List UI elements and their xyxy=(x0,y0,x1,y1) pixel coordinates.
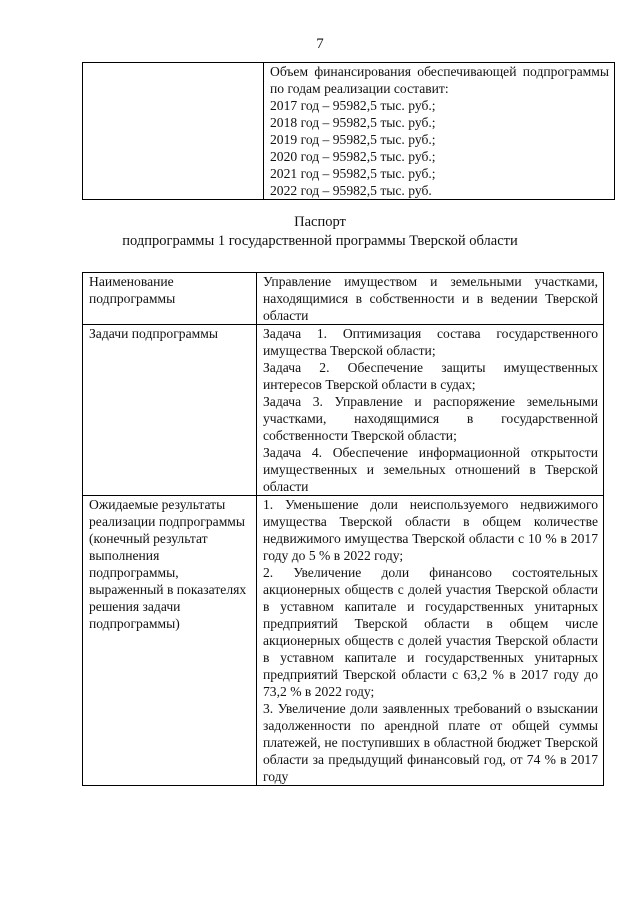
page-number: 7 xyxy=(316,36,324,52)
task-1: Задача 1. Оптимизация состава государственного имущества Тверской области; xyxy=(263,326,598,358)
passport-row-results xyxy=(83,496,604,786)
passport-table xyxy=(82,272,604,786)
passport-subprogram-name: Управление имуществом и земельными участками, находящимися в собственности и в ведении Тверской области xyxy=(263,274,598,323)
funding-empty-cell xyxy=(83,63,264,200)
passport-heading xyxy=(0,213,640,251)
passport-label-cell xyxy=(83,496,257,786)
task-2: Задача 2. Обеспечение защиты имущественных интересов Тверской области в судах; xyxy=(263,360,598,392)
passport-label-cell xyxy=(83,325,257,496)
passport-title: Паспорт xyxy=(294,214,346,230)
funding-year-2022: 2022 год – 95982,5 тыс. руб. xyxy=(270,183,432,198)
passport-row-tasks xyxy=(83,325,604,496)
funding-cell xyxy=(264,63,615,200)
funding-year-2021: 2021 год – 95982,5 тыс. руб.; xyxy=(270,166,436,181)
result-3: 3. Увеличение доли заявленных требований о взыскании задолженности по арендной плате от общей суммы платежей, не поступивших в областной бюджет Тверской области за предыдущий финансовый год, от 74 % в 2017 году xyxy=(263,701,598,784)
task-4: Задача 4. Обеспечение информационной открытости имущественных и земельных отношений в Тверской области xyxy=(263,445,598,494)
passport-label-cell xyxy=(83,273,257,325)
funding-table xyxy=(82,62,615,200)
passport-label-tasks: Задачи подпрограммы xyxy=(89,326,218,341)
passport-value-cell xyxy=(257,496,604,786)
passport-value-cell xyxy=(257,273,604,325)
funding-year-2019: 2019 год – 95982,5 тыс. руб.; xyxy=(270,132,436,147)
passport-label-results: Ожидаемые результаты реализации подпрограммы (конечный результат выполнения подпрограммы, выраженный в показателях решения задачи подпрограммы) xyxy=(89,497,247,631)
task-3: Задача 3. Управление и распоряжение земельными участками, находящимися в государственной собственности Тверской области; xyxy=(263,394,598,443)
funding-year-2018: 2018 год – 95982,5 тыс. руб.; xyxy=(270,115,436,130)
funding-intro: Объем финансирования обеспечивающей подпрограммы по годам реализации составит: xyxy=(270,64,609,96)
result-2: 2. Увеличение доли финансово состоятельных акционерных обществ с долей участия Тверской области в уставном капитале и государственных унитарных предприятий Тверской области в общем числе акционерных обществ с долей участия Тверской области в уставном капитале и государственных унитарных предприятий Тверской области с 63,2 % в 2017 году до 73,2 % в 2022 году; xyxy=(263,565,598,699)
passport-label-name: Наименование подпрограммы xyxy=(89,274,176,306)
passport-subtitle: подпрограммы 1 государственной программы Тверской области xyxy=(122,233,518,249)
funding-row xyxy=(83,63,615,200)
passport-row-name xyxy=(83,273,604,325)
passport-value-cell xyxy=(257,325,604,496)
funding-year-2020: 2020 год – 95982,5 тыс. руб.; xyxy=(270,149,436,164)
funding-year-2017: 2017 год – 95982,5 тыс. руб.; xyxy=(270,98,436,113)
result-1: 1. Уменьшение доли неиспользуемого недвижимого имущества Тверской области в общем количестве недвижимого имущества Тверской области с 10 % в 2017 году до 5 % в 2022 году; xyxy=(263,497,598,563)
